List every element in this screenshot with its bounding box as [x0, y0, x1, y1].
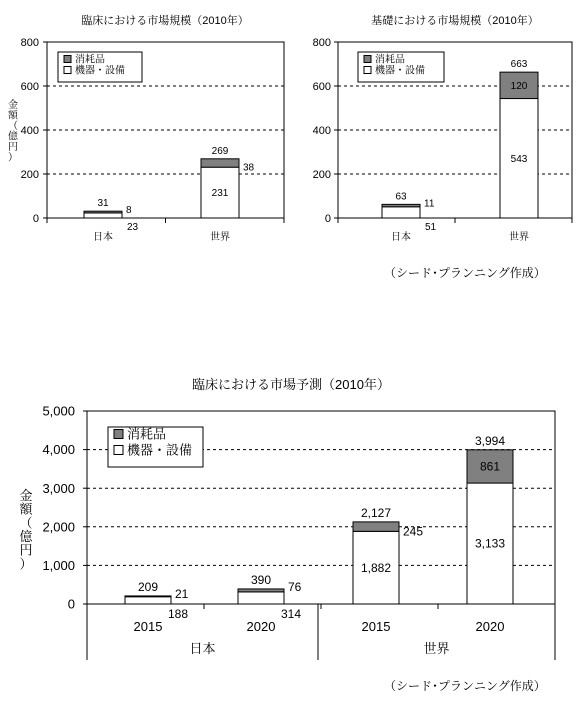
equipment-value-label: 231 — [211, 188, 229, 200]
equipment-value-label: 3,133 — [474, 536, 506, 551]
y-tick-label: 0 — [67, 596, 75, 612]
legend-swatch-consumables — [364, 56, 371, 63]
total-label: 663 — [510, 59, 528, 71]
credit-bottom: （シード･プランニング作成） — [384, 679, 546, 693]
bar-consumables — [201, 159, 239, 167]
y-tick-label: 400 — [312, 124, 331, 137]
equipment-value-label: 543 — [510, 153, 528, 165]
y-axis-label: 金額（億円） — [8, 100, 18, 164]
total-label: 63 — [395, 191, 407, 203]
x-category-label: 2020 — [246, 619, 276, 634]
total-label: 31 — [97, 198, 109, 210]
legend-label: 消耗品 — [75, 54, 105, 66]
x-category-label: 2020 — [475, 619, 505, 634]
y-tick-label: 800 — [312, 36, 331, 49]
x-group-label: 世界 — [423, 641, 450, 656]
legend-label: 消耗品 — [375, 54, 405, 66]
x-category-label: 日本 — [391, 232, 411, 243]
legend-swatch-equipment — [364, 67, 371, 74]
bar-consumables — [353, 522, 399, 531]
legend-label: 機器・設備 — [75, 65, 125, 77]
bar-consumables — [125, 596, 171, 597]
legend-swatch-consumables — [64, 56, 71, 63]
total-label: 209 — [137, 579, 159, 594]
y-tick-label: 0 — [324, 212, 331, 225]
equipment-value-label: 1,882 — [360, 560, 392, 575]
chart-title: 基礎における市場規模（2010年） — [371, 15, 539, 27]
bar-consumables — [84, 211, 122, 213]
x-category-label: 2015 — [133, 619, 163, 634]
x-category-label: 日本 — [93, 232, 113, 243]
x-category-label: 世界 — [509, 232, 529, 243]
x-category-label: 世界 — [210, 232, 230, 243]
consumables-value-label: 8 — [126, 205, 132, 217]
consumables-value-label: 11 — [424, 198, 435, 210]
consumables-value-label: 120 — [510, 80, 528, 92]
y-axis-label: 金額（億円） — [19, 488, 33, 572]
consumables-value-label: 76 — [288, 579, 302, 594]
bar-consumables — [382, 204, 420, 206]
y-tick-label: 1,000 — [42, 557, 75, 573]
y-tick-label: 200 — [20, 168, 39, 181]
y-tick-label: 400 — [20, 124, 39, 137]
y-tick-label: 200 — [312, 168, 331, 181]
legend-swatch-equipment — [64, 67, 71, 74]
y-tick-label: 2,000 — [42, 519, 75, 535]
consumables-value-label: 245 — [403, 524, 424, 539]
equipment-value-label: 188 — [168, 607, 189, 621]
total-label: 390 — [250, 572, 272, 587]
consumables-value-label: 861 — [479, 459, 501, 474]
equipment-value-label: 23 — [127, 222, 139, 233]
total-label: 2,127 — [360, 505, 392, 520]
legend-swatch-consumables — [114, 430, 123, 439]
bar-consumables — [238, 589, 284, 592]
x-category-label: 2015 — [361, 619, 391, 634]
y-tick-label: 3,000 — [42, 480, 75, 496]
bar-equipment — [238, 592, 284, 604]
x-group-label: 日本 — [189, 641, 216, 656]
y-tick-label: 800 — [20, 36, 39, 49]
bar-equipment — [125, 597, 171, 604]
bar-equipment — [382, 207, 420, 218]
equipment-value-label: 314 — [281, 607, 302, 621]
y-tick-label: 4,000 — [42, 442, 75, 458]
chart-title: 臨床における市場規模（2010年） — [81, 15, 249, 27]
chart-title: 臨床における市場予測（2010年） — [192, 377, 390, 392]
y-tick-label: 600 — [312, 80, 331, 93]
y-tick-label: 600 — [20, 80, 39, 93]
legend-label: 機器・設備 — [127, 442, 193, 458]
credit-top: （シード･プランニング作成） — [384, 266, 546, 280]
y-tick-label: 0 — [32, 212, 39, 225]
total-label: 269 — [211, 145, 229, 157]
consumables-value-label: 38 — [243, 162, 255, 174]
bar-equipment — [84, 213, 122, 218]
consumables-value-label: 21 — [175, 586, 189, 601]
legend-label: 機器・設備 — [375, 65, 425, 77]
equipment-value-label: 51 — [425, 222, 437, 233]
legend-swatch-equipment — [114, 446, 123, 455]
total-label: 3,994 — [474, 433, 506, 448]
y-tick-label: 5,000 — [42, 403, 75, 419]
legend-label: 消耗品 — [127, 426, 167, 442]
